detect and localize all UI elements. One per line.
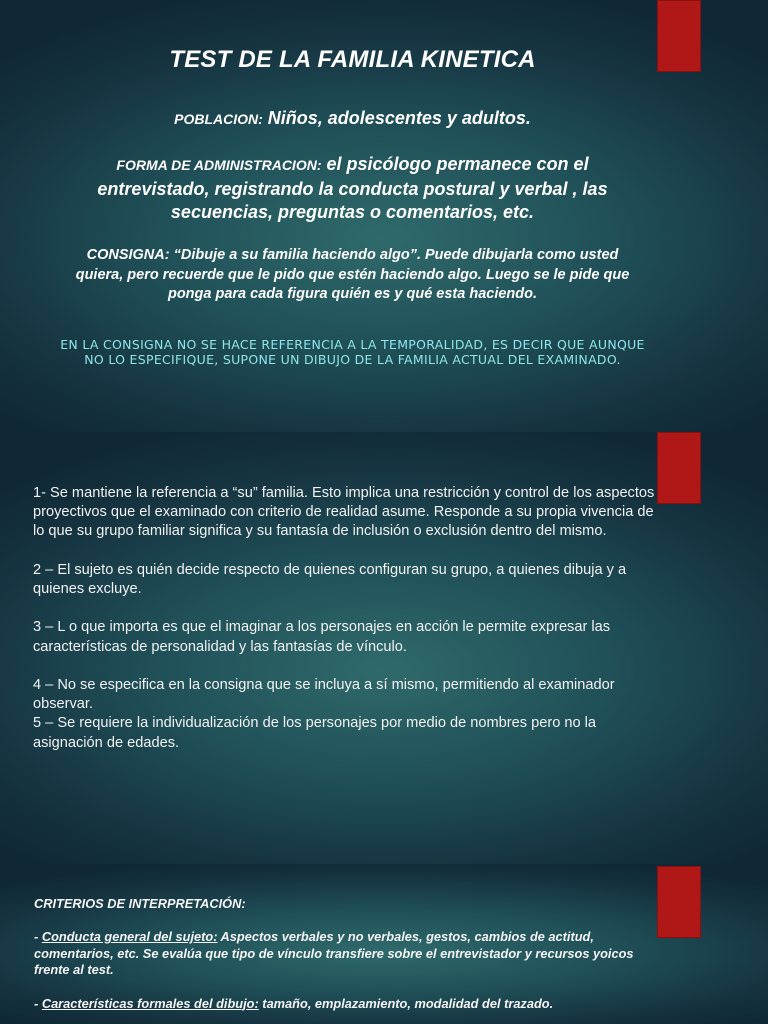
point-2: 2 – El sujeto es quién decide respecto de quienes configuran su grupo, a quienes dibuja y a quienes excluye. [33, 561, 627, 597]
criterio-label: Características formales del dibujo: [41, 995, 259, 1011]
criterio-text: Aspectos verbales y no verbales, gestos, cambios de actitud, comentarios, etc. Se evalúa que tipo de vínculo transfiere sobre el entrevistador y recursos yoicos frente al test. [34, 929, 634, 978]
poblacion-line [0, 108, 705, 129]
point-1: 1- Se mantiene la referencia a “su” familia. Esto implica una restricción y control de los aspectos proyectivos que el examinado con criterio de realidad asume. Responde a su propia vivencia de lo que su grupo familiar significa y su fantasía de inclusión o exclusión dentro del mismo. [33, 485, 655, 540]
criterio-item-1 [34, 929, 634, 979]
red-accent-tab [657, 866, 701, 938]
criterios-block [34, 896, 634, 1024]
poblacion-label: POBLACION: [174, 111, 263, 127]
forma-administracion [60, 153, 645, 225]
forma-value: el psicólogo permanece con el entrevistado, registrando la conducta postural y verbal , las secuencias, preguntas o comentarios, etc. [97, 154, 608, 222]
poblacion-value: Niños, adolescentes y adultos. [262, 108, 531, 128]
forma-label: FORMA DE ADMINISTRACION: [116, 157, 322, 173]
consigna-text: CONSIGNA: “Dibuje a su familia haciendo algo”. Puede dibujarla como usted quiera, pero recuerde que le pido que estén haciendo algo. Luego se le pide que ponga para cada figura quién es y qué esta haciendo. [75, 247, 630, 302]
slide-3 [0, 864, 768, 1024]
temporalidad-note: EN LA CONSIGNA NO SE HACE REFERENCIA A LA TEMPORALIDAD, ES DECIR QUE AUNQUE NO LO ESPECIFIQUE, SUPONE UN DIBUJO DE LA FAMILIA ACTUAL DEL EXAMINADO. [60, 337, 645, 367]
criterio-label: Conducta general del sujeto: [41, 929, 218, 945]
slide-2 [0, 432, 768, 864]
point-4: 4 – No se especifica en la consigna que se incluya a sí mismo, permitiendo al examinador observar. [33, 676, 615, 713]
criterio-item-2 [34, 996, 634, 1013]
criterio-dash: - [34, 995, 42, 1011]
point-5: 5 – Se requiere la individualización de los personajes por medio de nombres pero no la asignación de edades. [33, 715, 597, 751]
points-list [33, 484, 668, 772]
criterio-dash: - [34, 929, 42, 945]
slide-title: TEST DE LA FAMILIA KINETICA [169, 46, 536, 73]
criterios-heading: CRITERIOS DE INTERPRETACIÓN: [34, 896, 246, 911]
slide-1 [0, 0, 768, 432]
point-3: 3 – L o que importa es que el imaginar a los personajes en acción le permite expresar las características de personalidad y las fantasías de vínculo. [33, 619, 611, 655]
criterio-text: tamaño, emplazamiento, modalidad del trazado. [258, 995, 554, 1011]
